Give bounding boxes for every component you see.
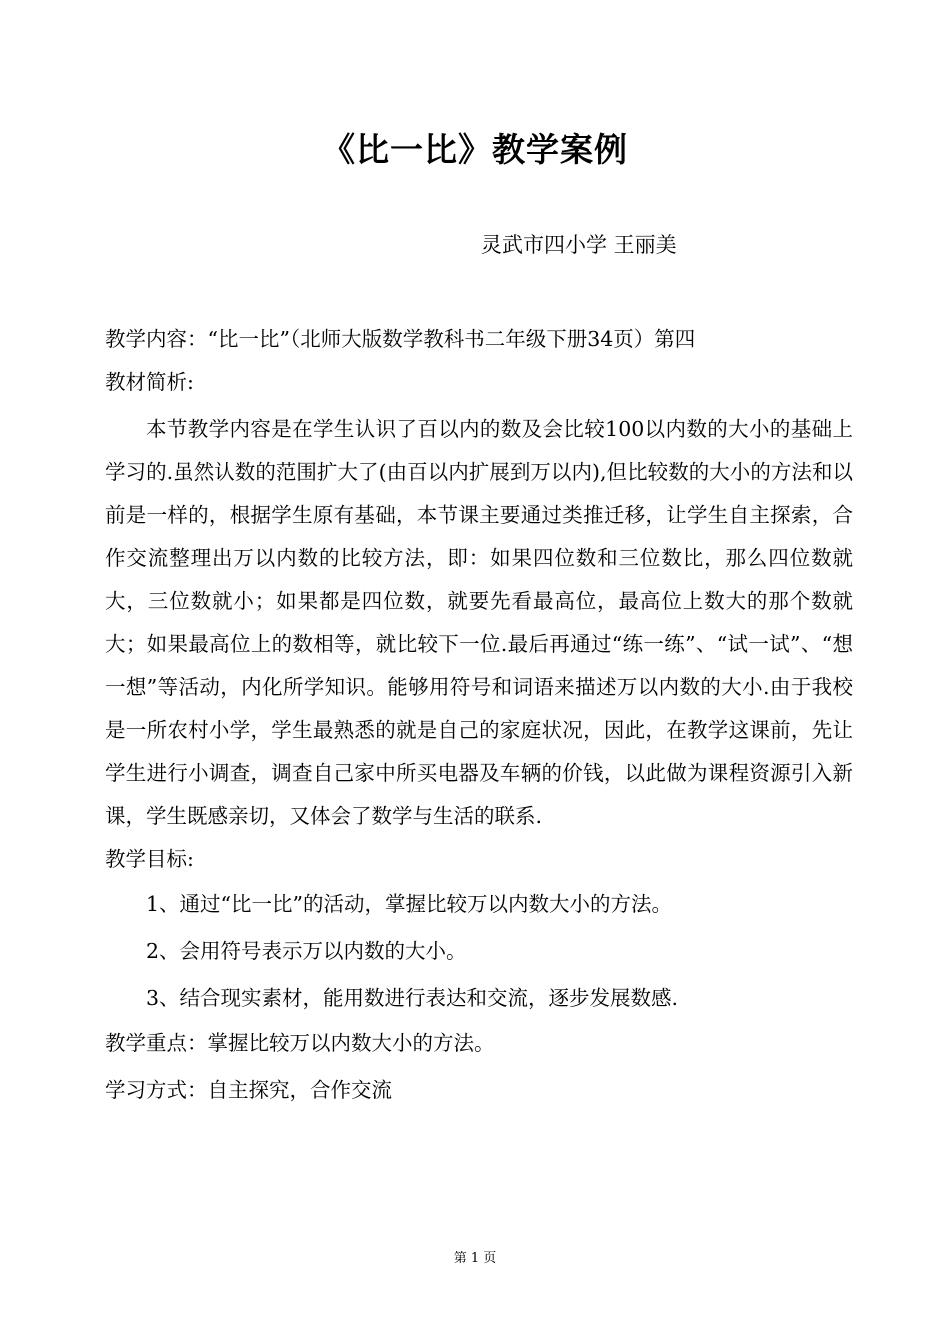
analysis-paragraph: 本节教学内容是在学生认识了百以内的数及会比较100以内数的大小的基础上学习的.虽然认数的范围扩大了(由百以内扩展到万以内),但比较数的大小的方法和以前是一样的，根据学生原有基础，本节课主要通过类推迁移，让学生自主探索，合作交流整理出万以内数的比较方法，即：如果四位数和三位数比，那么四位数就大，三位数就小；如果都是四位数，就要先看最高位，最高位上数大的那个数就大；如果最高位上的数相等，就比较下一位.最后再通过“练一练”、“试一试”、“想一想”等活动，内化所学知识。能够用符号和词语来描述万以内数的大小.由于我校是一所农村小学，学生最熟悉的就是自己的家庭状况，因此，在教学这课前，先让学生进行小调查，调查自己家中所买电器及车辆的价钱，以此做为课程资源引入新课，学生既感亲切，又体会了数学与生活的联系. xyxy=(105,417,853,828)
analysis-heading: 教材简析: xyxy=(105,370,194,394)
document-title: 《比一比》教学案例 xyxy=(322,130,628,169)
page-number: 第 1 页 xyxy=(453,1251,497,1266)
teaching-content-line: 教学内容：“比一比”（北师大版数学教科书二年级下册34页）第四 xyxy=(105,327,696,351)
document-body xyxy=(105,318,853,1112)
author-line: 灵武市四小学 王丽美 xyxy=(481,233,677,257)
goals-heading: 教学目标: xyxy=(105,847,194,871)
goal-item: 1、通过“比一比”的活动，掌握比较万以内数大小的方法。 xyxy=(146,892,673,916)
goal-item: 2、会用符号表示万以内数的大小。 xyxy=(146,939,467,963)
learning-method-line: 学习方式：自主探究，合作交流 xyxy=(105,1078,392,1102)
goal-item: 3、结合现实素材，能用数进行表达和交流，逐步发展数感. xyxy=(146,986,679,1010)
key-point-line: 教学重点：掌握比较万以内数大小的方法。 xyxy=(105,1031,495,1055)
